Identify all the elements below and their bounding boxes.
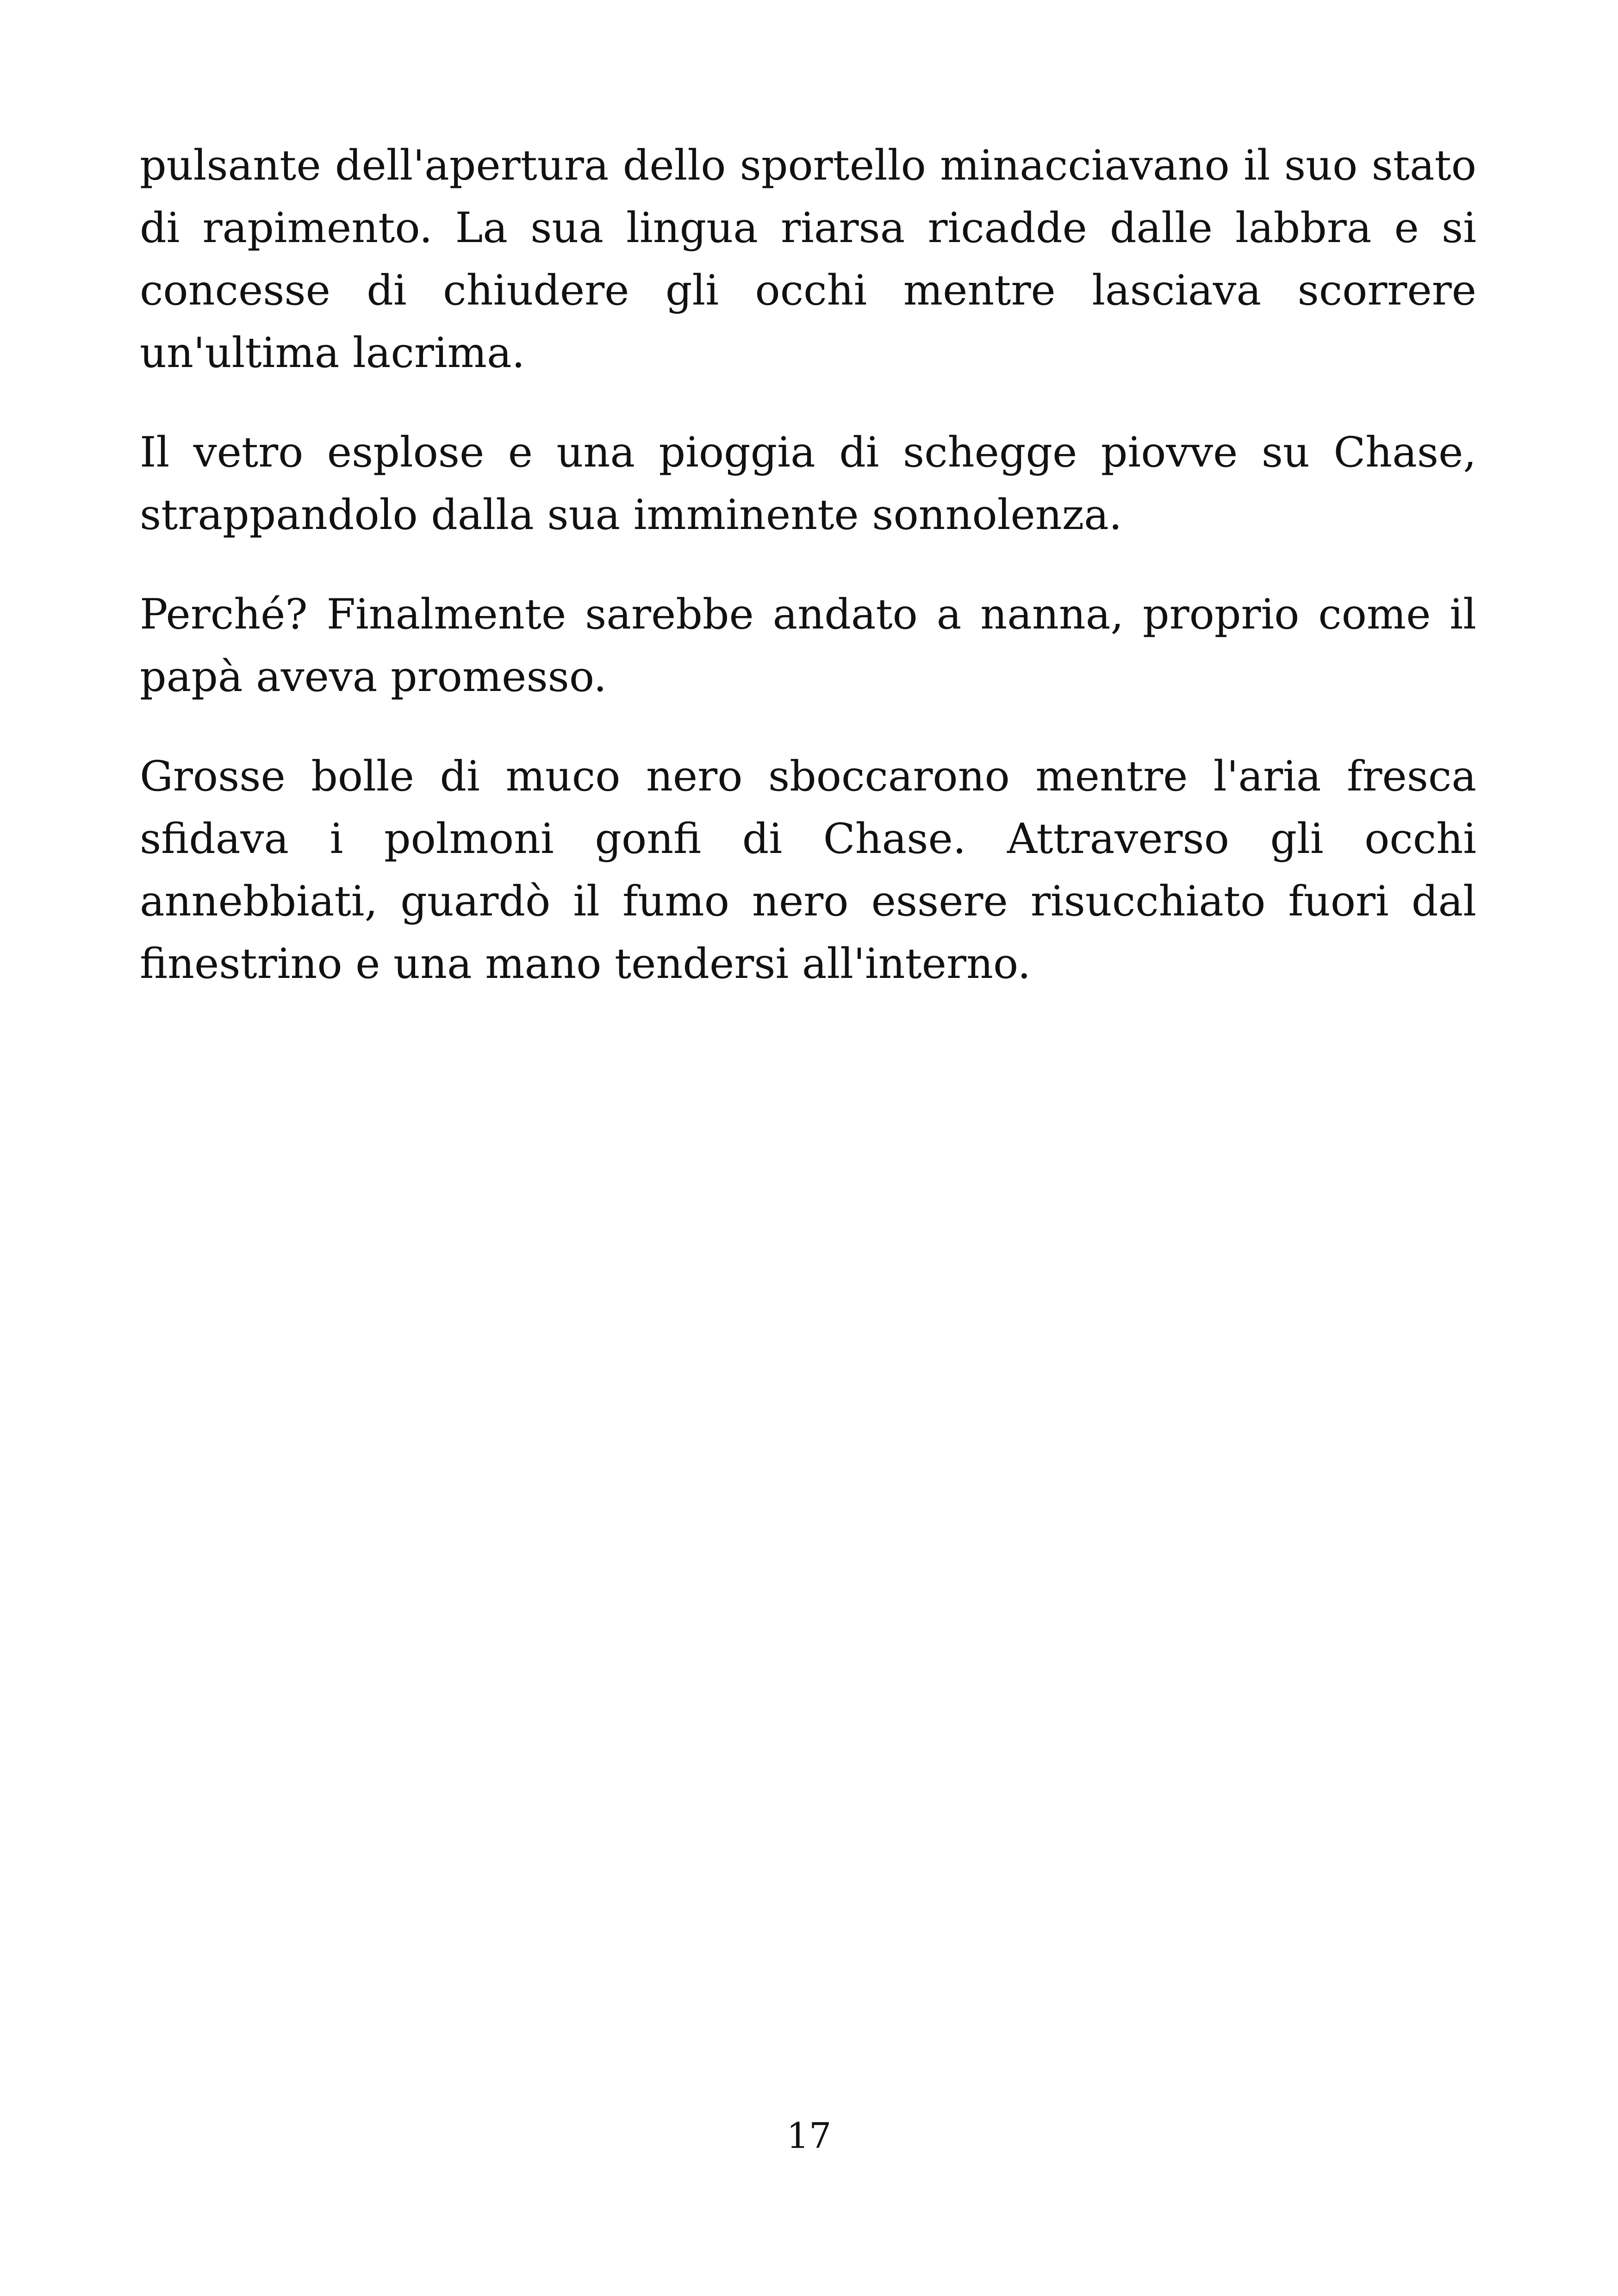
paragraph-1: pulsante dell'apertura dello sportello minacciavano il suo stato di rapimento. La sua lingua riarsa ricadde dalle labbra e si concesse di chiudere gli occhi mentre lasciava scorrere un'ultima lacrima. (140, 141, 1476, 377)
body-text (140, 134, 1476, 1032)
page-number: 17 (786, 2115, 832, 2156)
paragraph-4: Grosse bolle di muco nero sboccarono mentre l'aria fresca sfidava i polmoni gonfi di Chase. Attraverso gli occhi annebbiati, guardò il fumo nero essere risucchiato fuori dal finestrino e una mano tendersi all'interno. (140, 752, 1476, 988)
paragraph-3: Perché? Finalmente sarebbe andato a nanna, proprio come il papà aveva promesso. (140, 590, 1476, 701)
paragraph-2: Il vetro esplose e una pioggia di schegge piovve su Chase, strappandolo dalla sua imminente sonnolenza. (140, 428, 1476, 539)
